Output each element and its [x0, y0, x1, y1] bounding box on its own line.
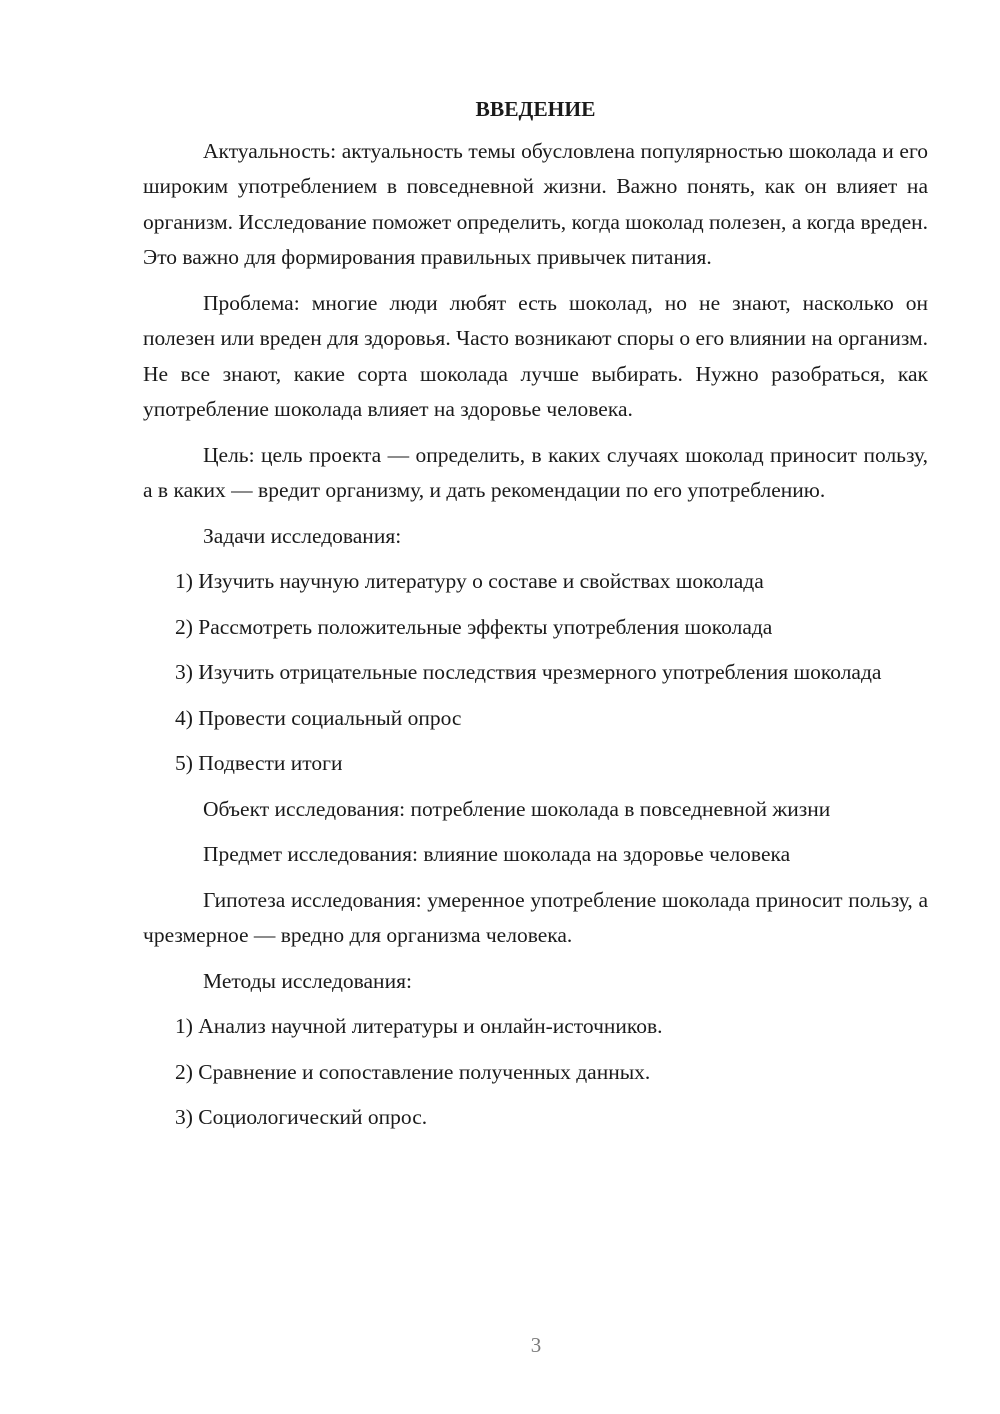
page-number: 3 — [530, 1333, 542, 1357]
task-item: 4) Провести социальный опрос — [175, 705, 462, 730]
goal-paragraph: Цель: цель проекта — определить, в каких случаях шоколад приносит пользу, а в каких — вредит организму, и дать рекомендации по его употреблению. — [143, 442, 928, 502]
method-item: 3) Социологический опрос. — [175, 1105, 428, 1129]
task-item: 3) Изучить отрицательные последствия чрезмерного употребления шоколада — [175, 660, 882, 684]
method-item: 1) Анализ научной литературы и онлайн-источников. — [175, 1014, 663, 1038]
hypothesis-paragraph: Гипотеза исследования: умеренное употребление шоколада приносит пользу, а чрезмерное — вредно для организма человека. — [143, 887, 928, 947]
problem-paragraph: Проблема: многие люди любят есть шоколад, но не знают, насколько он полезен или вреден для здоровья. Часто возникают споры о его влиянии на организм. Не все знают, какие сорта шоколада лучше выбирать. Нужно разобраться, как употребление шоколада влияет на здоровье человека. — [143, 290, 928, 421]
method-item: 2) Сравнение и сопоставление полученных данных. — [175, 1059, 651, 1084]
object-paragraph: Объект исследования: потребление шоколада в повседневной жизни — [203, 796, 831, 821]
page-body — [143, 92, 928, 1146]
section-title: ВВЕДЕНИЕ — [475, 97, 596, 121]
task-item: 1) Изучить научную литературу о составе и свойствах шоколада — [175, 569, 764, 593]
tasks-heading: Задачи исследования: — [203, 523, 402, 548]
relevance-paragraph: Актуальность: актуальность темы обусловлена популярностью шоколада и его широким употреблением в повседневной жизни. Важно понять, как он влияет на организм. Исследование поможет определить, когда шоколад полезен, а когда вреден. Это важно для формирования правильных привычек питания. — [143, 138, 928, 269]
subject-paragraph: Предмет исследования: влияние шоколада на здоровье человека — [203, 842, 791, 866]
methods-heading: Методы исследования: — [203, 968, 412, 993]
task-item: 2) Рассмотреть положительные эффекты употребления шоколада — [175, 614, 773, 639]
task-item: 5) Подвести итоги — [175, 751, 343, 775]
